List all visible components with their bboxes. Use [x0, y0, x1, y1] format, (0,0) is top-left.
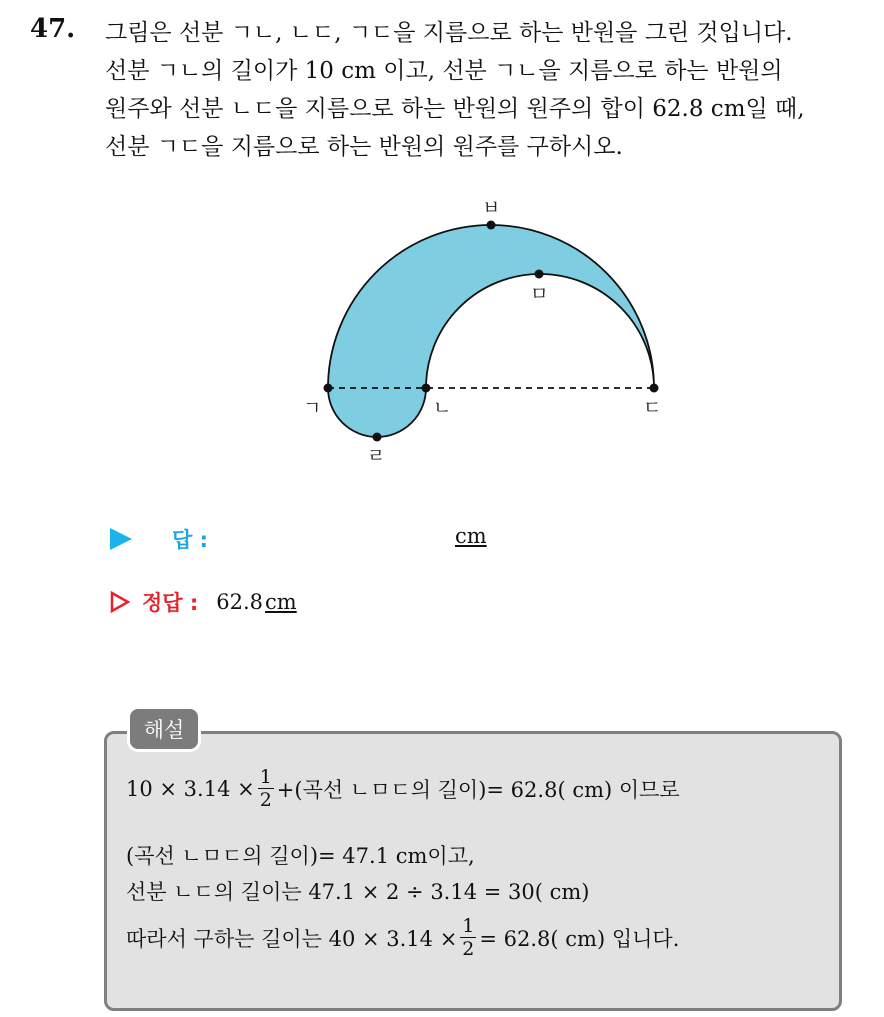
fraction-half — [460, 915, 476, 960]
question-line: 선분 ㄱㄴ의 길이가 10 cm 이고, 선분 ㄱㄴ을 지름으로 하는 반원의 — [105, 58, 783, 84]
expl-text: (곡선 ㄴㅁㄷ의 길이)= 47.1 cm이고, — [126, 844, 475, 868]
label-d: ㄷ — [643, 397, 662, 419]
label-g: ㄱ — [303, 397, 322, 419]
fraction-numerator: 1 — [462, 915, 475, 937]
correct-answer-value — [216, 590, 296, 614]
explanation-line-1 — [126, 766, 680, 811]
play-triangle-icon — [110, 528, 132, 550]
semicircle-figure — [0, 0, 884, 500]
explanation-line-3 — [126, 876, 590, 906]
answer-row — [110, 522, 208, 556]
label-b: ㅂ — [482, 197, 501, 219]
fraction-half — [258, 766, 274, 811]
expl-text: = 62.8( cm) 입니다. — [479, 926, 680, 951]
question-number: 47. — [30, 14, 76, 44]
point-d — [650, 384, 659, 393]
correct-unit: cm — [265, 590, 297, 614]
correct-answer-row — [110, 585, 297, 619]
point-g — [324, 384, 333, 393]
question-line: 그림은 선분 ㄱㄴ, ㄴㄷ, ㄱㄷ을 지름으로 하는 반원을 그린 것입니다. — [105, 20, 793, 46]
expl-text: 10 × 3.14 × — [126, 776, 255, 801]
point-m — [535, 270, 544, 279]
point-n — [422, 384, 431, 393]
explanation-line-2 — [126, 840, 475, 870]
shaded-region — [328, 225, 654, 437]
explanation-line-4 — [126, 915, 679, 960]
answer-unit: cm — [455, 524, 487, 548]
fraction-denominator: 2 — [462, 938, 475, 960]
correct-answer-label: 정답 : — [142, 591, 199, 615]
expl-text: 선분 ㄴㄷ의 길이는 47.1 × 2 ÷ 3.14 = 30( cm) — [126, 880, 590, 904]
answer-label: 답 : — [172, 528, 208, 552]
expl-text: 따라서 구하는 길이는 40 × 3.14 × — [126, 926, 458, 951]
expl-text: +(곡선 ㄴㅁㄷ의 길이)= 62.8( cm) 이므로 — [276, 777, 680, 802]
explanation-tag: 해설 — [130, 709, 198, 749]
fraction-numerator: 1 — [259, 766, 272, 788]
label-m: ㅁ — [530, 283, 549, 305]
point-b — [487, 221, 496, 230]
fraction-denominator: 2 — [259, 789, 272, 811]
correct-number: 62.8 — [216, 590, 264, 614]
question-line: 원주와 선분 ㄴㄷ을 지름으로 하는 반원의 원주의 합이 62.8 cm일 때, — [105, 96, 805, 122]
label-r: ㄹ — [367, 445, 386, 467]
outline-triangle-icon — [110, 591, 130, 613]
question-line: 선분 ㄱㄷ을 지름으로 하는 반원의 원주를 구하시오. — [105, 134, 623, 160]
point-r — [373, 433, 382, 442]
label-n: ㄴ — [433, 397, 452, 419]
